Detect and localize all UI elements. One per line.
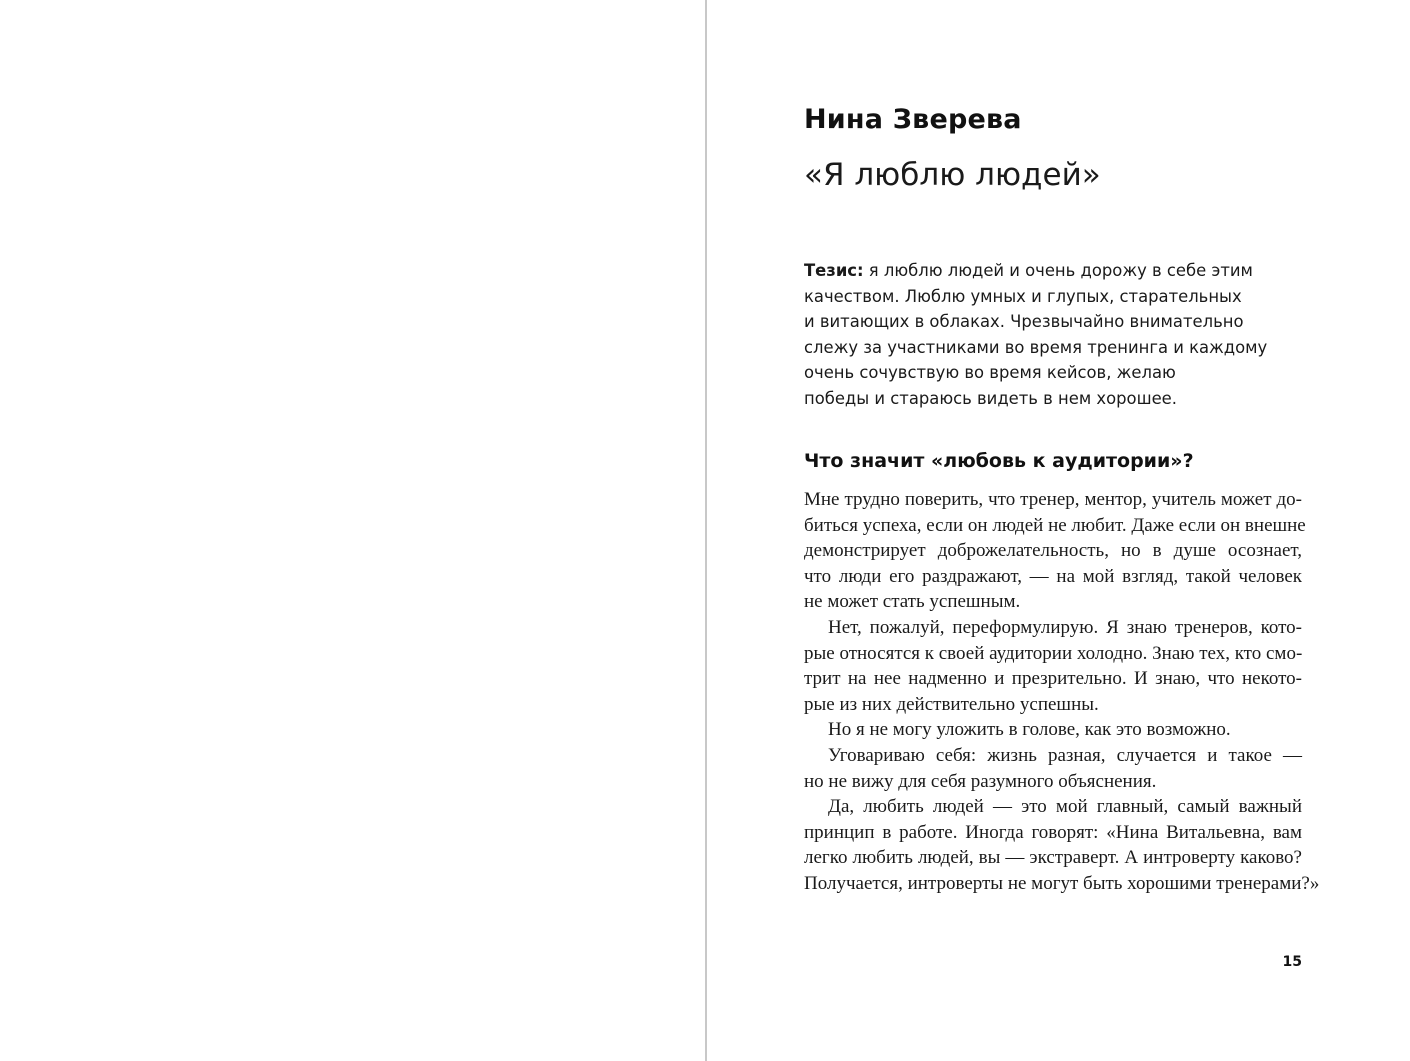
body-line: Получается, интроверты не могут быть хорошими тренерами?» — [804, 872, 1320, 894]
thesis-line: победы и стараюсь видеть в нем хорошее. — [804, 388, 1177, 408]
body-line: Уговариваю себя: жизнь разная, случается и такое — — [828, 744, 1302, 766]
body-text — [804, 487, 1320, 897]
body-line: принцип в работе. Иногда говорят: «Нина Витальевна, вам — [804, 821, 1302, 843]
author-name: Нина Зверева — [804, 104, 1022, 135]
thesis-paragraph — [804, 258, 1284, 412]
body-line: рые из них действительно успешны. — [804, 693, 1099, 715]
body-line: что люди его раздражают, — на мой взгляд, такой человек — [804, 565, 1302, 587]
body-line: но не вижу для себя разумного объяснения. — [804, 770, 1157, 792]
body-line: демонстрирует доброжелательность, но в душе осознает, — [804, 540, 1302, 562]
right-page — [707, 0, 1410, 1061]
body-line: рые относятся к своей аудитории холодно. Знаю тех, кто смо- — [804, 642, 1303, 664]
thesis-line: очень сочувствую во время кейсов, желаю — [804, 363, 1176, 383]
thesis-line: качеством. Люблю умных и глупых, старательных — [804, 286, 1242, 306]
thesis-line — [804, 258, 1284, 284]
body-line: биться успеха, если он людей не любит. Даже если он внешне — [804, 514, 1306, 536]
chapter-title: «Я люблю людей» — [804, 157, 1101, 193]
body-line: Но я не могу уложить в голове, как это возможно. — [828, 719, 1231, 741]
thesis-label: Тезис: — [804, 261, 864, 280]
body-line: не может стать успешным. — [804, 591, 1021, 613]
body-line: Мне трудно поверить, что тренер, ментор, учитель может до- — [804, 489, 1302, 510]
section-heading: Что значит «любовь к аудитории»? — [804, 450, 1194, 472]
thesis-line-text: я люблю людей и очень дорожу в себе этим — [863, 261, 1253, 280]
thesis-line: слежу за участниками во время тренинга и каждому — [804, 337, 1268, 357]
page-number: 15 — [1282, 954, 1302, 970]
body-line: Да, любить людей — это мой главный, самый важный — [828, 796, 1302, 818]
body-line: трит на нее надменно и презрительно. И знаю, что некото- — [804, 668, 1302, 690]
body-line: Нет, пожалуй, переформулирую. Я знаю тренеров, кото- — [828, 616, 1302, 638]
body-line: легко любить людей, вы — экстраверт. А интроверту каково? — [804, 847, 1302, 869]
thesis-line: и витающих в облаках. Чрезвычайно внимательно — [804, 312, 1244, 332]
